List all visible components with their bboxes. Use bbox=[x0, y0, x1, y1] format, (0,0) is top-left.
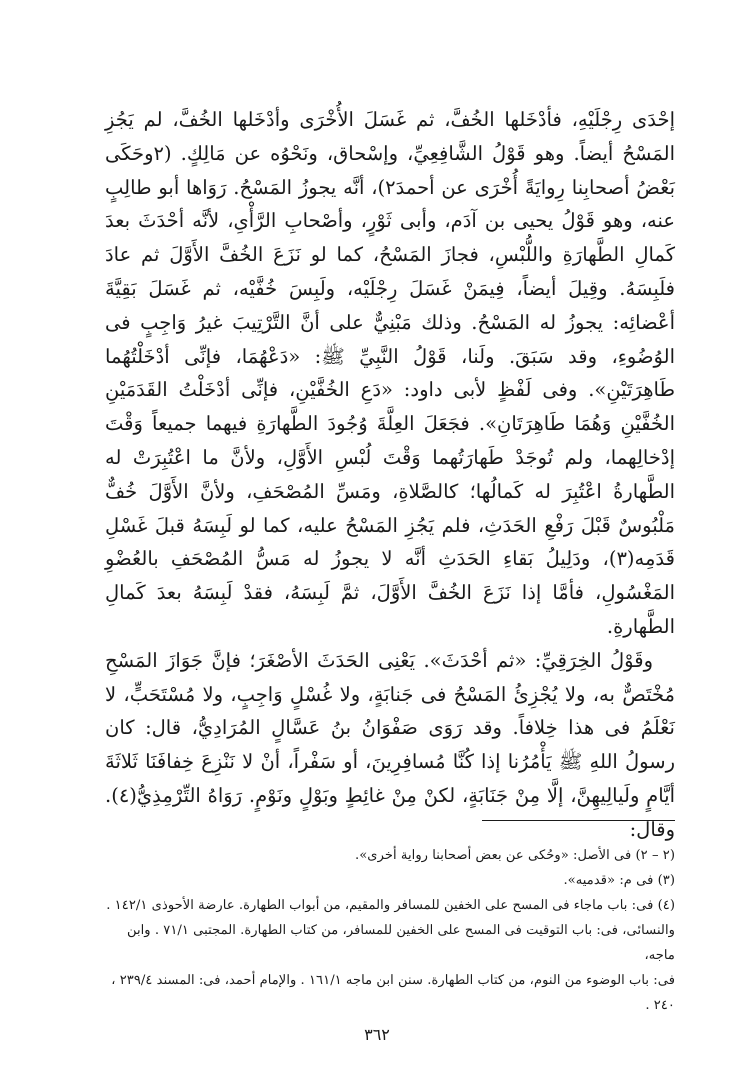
main-text-body bbox=[105, 103, 675, 847]
footnote-separator bbox=[482, 820, 675, 821]
footnote-line: (٤) فى: باب ماجاء فى المسح على الخفين للمسافر والمقيم، من أبواب الطهارة. عارضة الأحوذى ١٤٢/١ . bbox=[106, 898, 675, 913]
footnote-line: فى: باب الوضوء من النوم، من كتاب الطهارة. سنن ابن ماجه ١٦١/١ . والإمام أحمد، فى: المسند ٢٣٩/٤ ، bbox=[111, 973, 675, 988]
footnote-line: ٢٤٠ . bbox=[645, 998, 675, 1013]
page-number: ٣٦٢ bbox=[364, 1025, 390, 1044]
footnotes bbox=[105, 843, 675, 1018]
footnote-line: (٢ – ٢) فى الأصل: «وحُكى عن بعض أصحابنا رواية أخرى». bbox=[355, 848, 675, 863]
paragraph-1: إحْدَى رِجْلَيْهِ، فأدْخَلها الخُفَّ، ثم غَسَلَ الأُخْرَى وأدْخَلها الخُفَّ، لم يَجُزِ المَسْحُ أيضاً. وهو قَوْلُ الشَّافِعِيِّ، وإسْحاق، ونَحْوُه عن مَالِكٍ. (٢وحَكَى بَعْضُ أصحابِنا رِوايَةً أُخْرَى عن أحمدَ٢)، أنَّه يجوزُ المَسْحُ. رَوَاها أبو طالِبٍ عنه، وهو قَوْلُ يحيى بن آدَم، وأبى ثَوْرٍ، وأصْحابِ الرَّأْىِ، لأنَّه أحْدَثَ بعدَ كَمالِ الطَّهارَةِ واللُّبْسِ، فجازَ المَسْحُ، كما لو نَزَعَ الخُفَّ الأَوَّلَ ثم عادَ فلَبِسَهُ. وقِيلَ أيضاً، فِيمَنْ غَسَلَ رِجْلَيْه، ولَبِسَ خُفَّيْه، ثم غَسَلَ بَقِيَّةَ أعْضائِه: يجوزُ له المَسْحُ. وذلك مَبْنِيٌّ على أنَّ التَّرْتِيبَ غيرُ وَاجِبٍ فى الوُضُوءِ، وقد سَبَقَ. ولَنا، قَوْلُ النَّبِيِّ ﷺ: «دَعْهُمَا، فإنِّى أدْخَلْتُهُما طَاهِرَتَيْنِ». وفى لَفْظٍ لأبى داود: «دَعِ الخُفَّيْنِ، فإنِّى أدْخَلْتُ القَدَمَيْنِ الخُفَّيْنِ وَهُمَا طَاهِرَتَانِ». فجَعَلَ العِلَّةَ وُجُودَ الطَّهارَةِ فيهما جميعاً وَقْتَ إدْخالِهما، ولم تُوجَدْ طَهارَتُهما وَقْتَ لُبْسِ الأَوَّلِ، ولأنَّ ما اعْتُبِرَتْ له الطَّهارةُ اعْتُبِرَ له كَمالُها؛ كالصَّلاةِ، ومَسِّ المُصْحَفِ، ولأنَّ الأَوَّلَ خُفٌّ مَلْبُوسٌ قَبْلَ رَفْعِ الحَدَثِ، فلم يَجُزِ المَسْحُ عليه، كما لو لَبِسَهُ قبلَ غَسْلِ قَدَمِه(٣)، ودَلِيلُ بَقاءِ الحَدَثِ أنَّه لا يجوزُ له مَسُّ المُصْحَفِ بالعُضْوِ المَغْسُولِ، فأمَّا إذا نَزَعَ الخُفَّ الأَوَّلَ، ثمَّ لَبِسَهُ، فقدْ لَبِسَهُ بعدَ كَمالِ الطَّهارةِ. bbox=[105, 108, 676, 638]
footnote-line: والنسائى، فى: باب التوقيت فى المسح على الخفين للمسافر، من كتاب الطهارة. المجتبى ٧١/١ . وابن ماجه، bbox=[126, 923, 675, 963]
paragraph-2: وقَوْلُ الخِرَقِيِّ: «ثم أحْدَثَ». يَعْنِى الحَدَثَ الأصْغَرَ؛ فإنَّ جَوَازَ المَسْحِ مُخْتَصٌّ به، ولا يُجْزِئُ المَسْحُ فى جَنابَةٍ، ولا غُسْلٍ وَاجِبٍ، ولا مُسْتَحَبٍّ، لا نَعْلَمُ فى هذا خِلافاً. وقد رَوَى صَفْوَانُ بنُ عَسَّالٍ المُرَادِيُّ، قال: كان رسولُ اللهِ ﷺ يَأْمُرُنا إذا كُنَّا مُسافِرِينَ، أو سَفْراً، أنْ لا نَنْزِعَ خِفافَنَا ثَلاثَةَ أيَّامٍ ولَيالِيهِنَّ، إلَّا مِنْ جَنَابَةٍ، لكنْ مِنْ غائِطٍ وبَوْلٍ ونَوْمٍ. رَوَاهُ التِّرْمِذِيُّ(٤). وقال: bbox=[105, 648, 675, 841]
footnote-line: (٣) فى م: «قدميه». bbox=[563, 873, 675, 888]
